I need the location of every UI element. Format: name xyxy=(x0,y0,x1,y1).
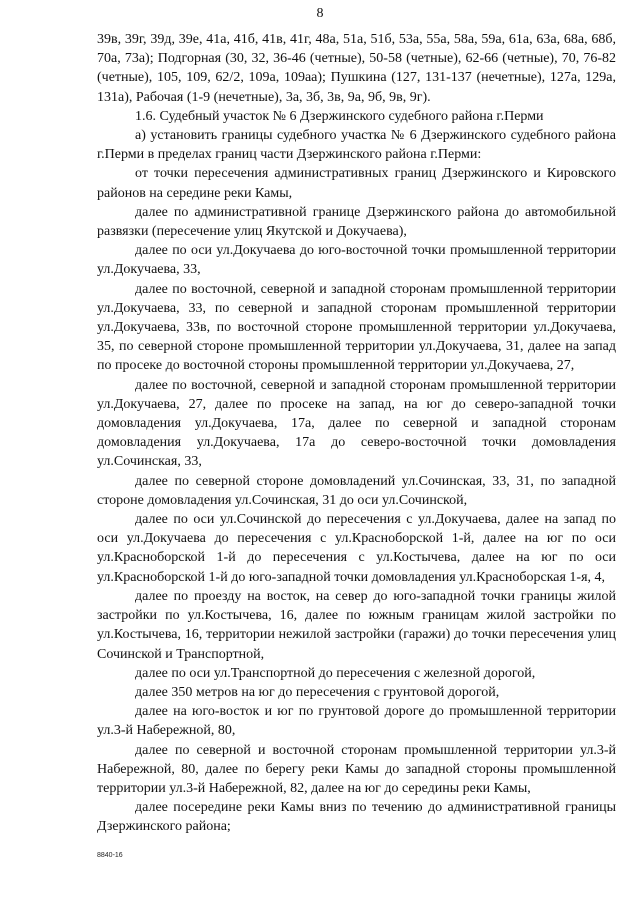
section-heading: 1.6. Судебный участок № 6 Дзержинского судебного района г.Перми xyxy=(135,108,544,124)
paragraph: далее по восточной, северной и западной сторонам промышленной территории ул.Докучаева, 27, далее по просеке на запад, на юг до северо-западной точки домовладения ул.Докучаева, 17а, далее по северной и западной сторонам домовладения ул.Докучаева, 17а до северо-восточной точки домовладения ул.Сочинская, 33, xyxy=(97,377,616,470)
paragraph: далее 350 метров на юг до пересечения с грунтовой дорогой, xyxy=(135,684,500,700)
paragraph: а) установить границы судебного участка № 6 Дзержинского судебного района г.Перми в пределах границ части Дзержинского района г.Перми: xyxy=(97,128,616,163)
paragraph: далее по проезду на восток, на север до юго-западной точки границы жилой застройки по ул.Костычева, 16, далее по южным границам жилой застройки по ул.Костычева, 16, территории нежилой застройки (гаражи) до точки пересечения улиц Сочинской и Транспортной, xyxy=(97,588,616,662)
paragraph: далее по оси ул.Сочинской до пересечения с ул.Докучаева, далее на запад по оси ул.Докучаева до пересечения с ул.Красноборской 1-й, далее на юг по оси ул.Красноборской 1-й до пересечения с ул.Костычева, далее на юг по оси ул.Красноборской 1-й до юго-западной точки домовладения ул.Красноборская 1-я, 4, xyxy=(97,512,616,585)
paragraph: далее посередине реки Камы вниз по течению до административной границы Дзержинского района; xyxy=(97,800,616,835)
paragraph: далее по оси ул.Транспортной до пересечения с железной дорогой, xyxy=(135,665,536,681)
document-body xyxy=(97,30,616,837)
paragraph: далее по административной границе Дзержинского района до автомобильной развязки (пересечение улиц Якутской и Докучаева), xyxy=(97,204,616,240)
paragraph: далее по восточной, северной и западной сторонам промышленной территории ул.Докучаева, 33, по северной и западной сторонам промышленной территории ул.Докучаева, 33в, по восточной стороне промышленной территории ул.Докучаева, 35, по северной стороне промышленной территории ул.Докучаева, 31, далее на запад по просеке до восточной стороны промышленной территории ул.Докучаева, 27, xyxy=(97,281,616,374)
paragraph: далее по северной и восточной сторонам промышленной территории ул.3-й Набережной, 80, далее по берегу реки Камы до западной стороны промышленной территории ул.3-й Набережной, 82, далее на юг до середины реки Камы, xyxy=(97,742,616,796)
paragraph: от точки пересечения административных границ Дзержинского и Кировского районов на середине реки Камы, xyxy=(97,166,616,201)
paragraph-continuation: 39в, 39г, 39д, 39е, 41а, 41б, 41в, 41г, 48а, 51а, 51б, 53а, 55а, 58а, 59а, 61а, 63а, 68а, 68б, 70а, 73а); Подгорная (30, 32, 36-46 (четные), 50-58 (четные), 62-66 (четные), 70, 76-82 (четные), 105, 109, 62/2, 109а, 109аа); Пушкина (127, 131-137 (нечетные), 127а, 129а, 131а), Рабочая (1-9 (нечетные), 3а, 3б, 3в, 9а, 9б, 9в, 9г). xyxy=(97,32,616,105)
paragraph: далее по оси ул.Докучаева до юго-восточной точки промышленной территории ул.Докучаева, 33, xyxy=(97,243,616,278)
paragraph: далее по северной стороне домовладений ул.Сочинская, 33, 31, по западной стороне домовладения ул.Сочинская, 31 до оси ул.Сочинской, xyxy=(97,473,616,508)
page-number: 8 xyxy=(316,6,324,21)
paragraph: далее на юго-восток и юг по грунтовой дороге до промышленной территории ул.3-й Набережной, 80, xyxy=(97,704,616,739)
document-code: 8840-16 xyxy=(97,852,123,859)
